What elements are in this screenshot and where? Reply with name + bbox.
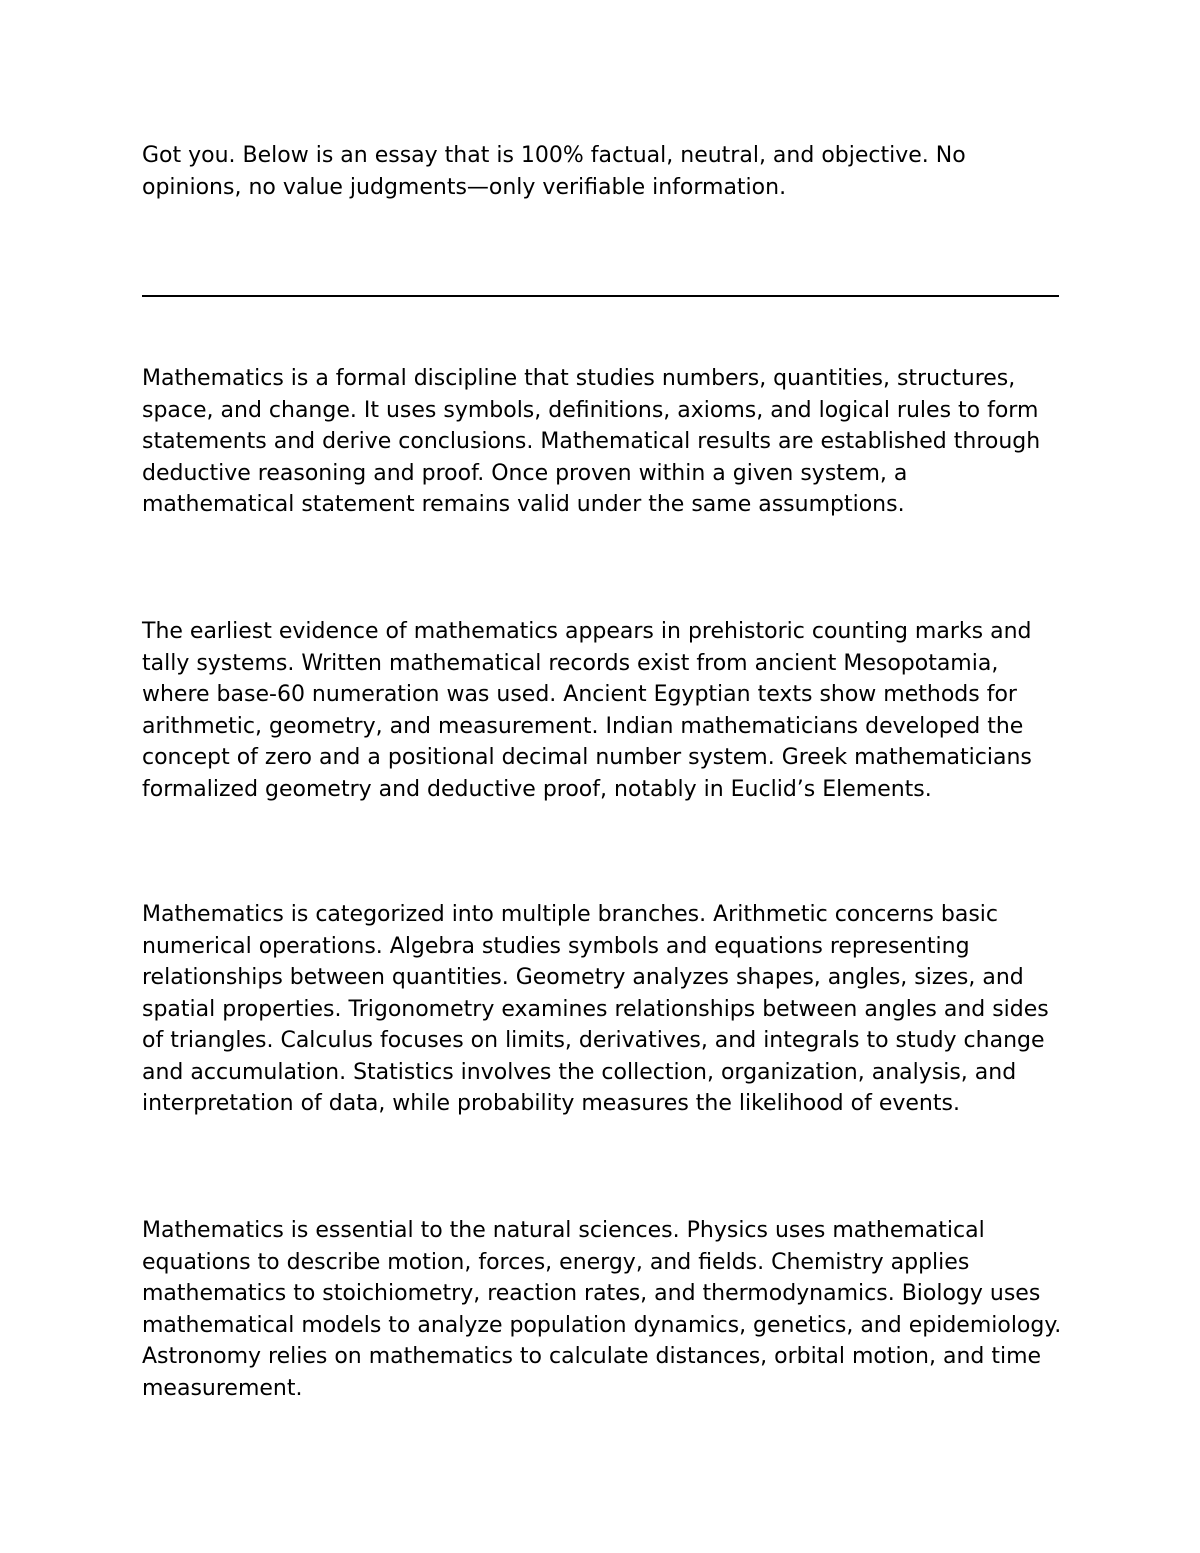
horizontal-rule (142, 295, 1059, 297)
paragraph-definition: Mathematics is a formal discipline that studies numbers, quantities, structures, space, and change. It uses symbols, definitions, axioms, and logical rules to form statements and derive conclusions. Mathematical results are established through deductive reasoning and proof. Once proven within a given system, a mathematical statement remains valid under the same assumptions. (142, 366, 1041, 517)
intro-text: Got you. Below is an essay that is 100% factual, neutral, and objective. No opinions, no value judgments—only verifiable information. (142, 143, 966, 200)
paragraph-branches: Mathematics is categorized into multiple branches. Arithmetic concerns basic numerical operations. Algebra studies symbols and equations representing relationships between quantities. Geometry analyzes shapes, angles, sizes, and spatial properties. Trigonometry examines relationships between angles and sides of triangles. Calculus focuses on limits, derivatives, and integrals to study change and accumulation. Statistics involves the collection, organization, analysis, and interpretation of data, while probability measures the likelihood of events. (142, 902, 1049, 1116)
paragraph-history: The earliest evidence of mathematics appears in prehistoric counting marks and tally systems. Written mathematical records exist from ancient Mesopotamia, where base-60 numeration was used. Ancient Egyptian texts show methods for arithmetic, geometry, and measurement. Indian mathematicians developed the concept of zero and a positional decimal number system. Greek mathematicians formalized geometry and deductive proof, notably in Euclid’s Elements. (142, 619, 1032, 802)
paragraph-sciences: Mathematics is essential to the natural sciences. Physics uses mathematical equations to describe motion, forces, energy, and fields. Chemistry applies mathematics to stoichiometry, reaction rates, and thermodynamics. Biology uses mathematical models to analyze population dynamics, genetics, and epidemiology. Astronomy relies on mathematics to calculate distances, orbital motion, and time measurement. (142, 1218, 1062, 1401)
